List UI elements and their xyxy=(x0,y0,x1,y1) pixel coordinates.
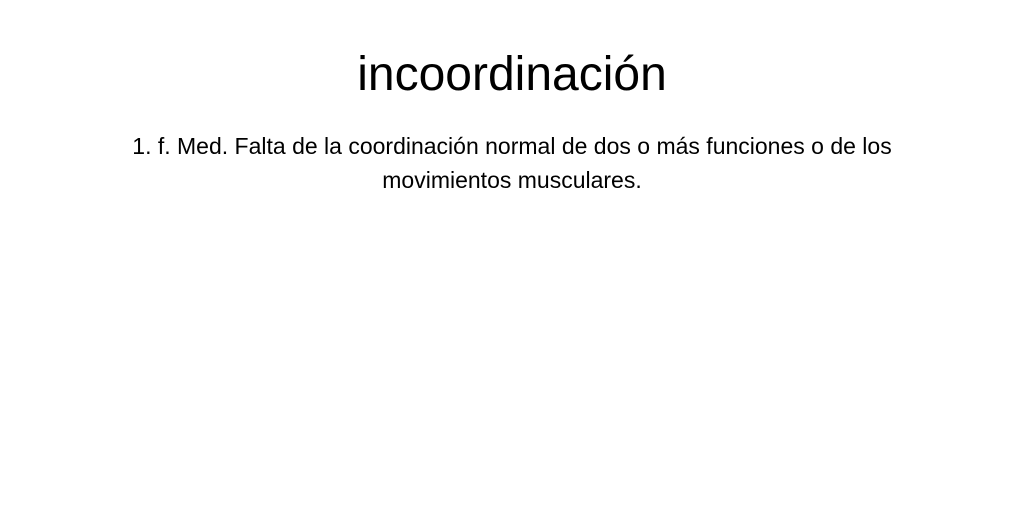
headword-title: incoordinación xyxy=(357,48,667,101)
definition-text: 1. f. Med. Falta de la coordinación normal de dos o más funciones o de los movimientos musculares. xyxy=(132,133,892,193)
